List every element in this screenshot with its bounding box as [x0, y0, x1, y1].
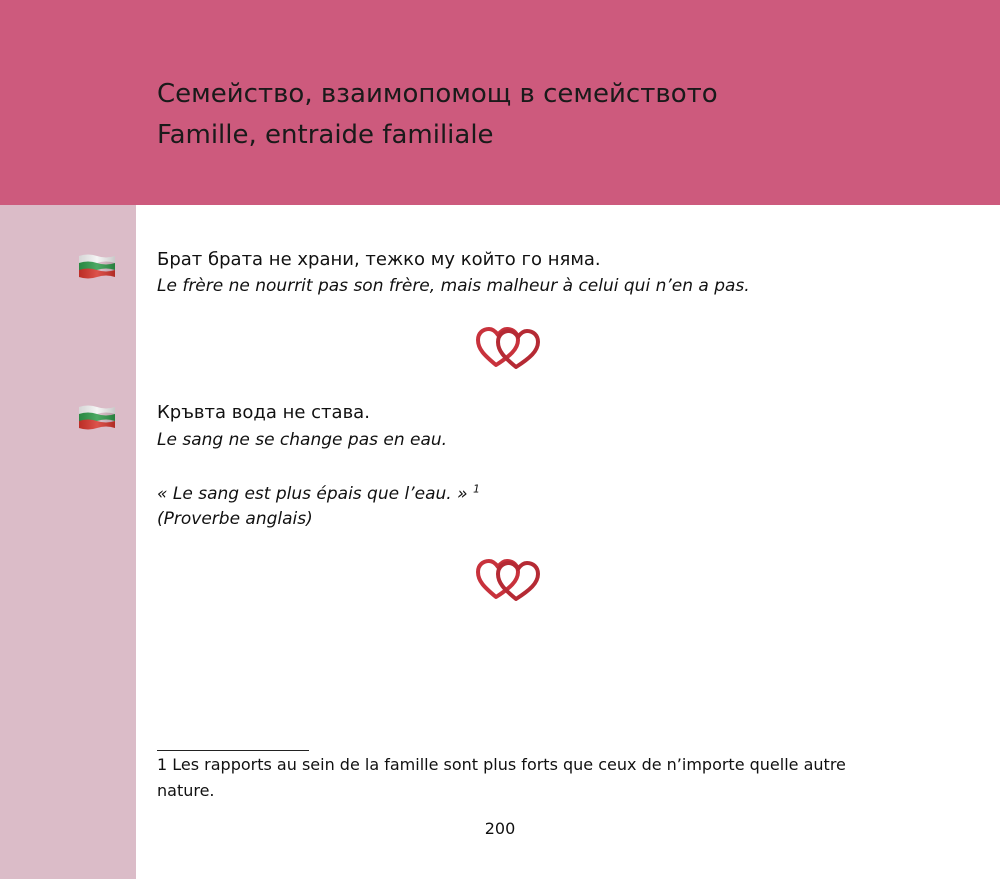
bulgaria-flag-icon: [78, 252, 116, 280]
proverb-2-source: (Proverbe anglais): [157, 509, 313, 529]
double-hearts-icon: [474, 325, 542, 369]
page-title-bulgarian: Семейство, взаимопомощ в семейството: [157, 79, 718, 109]
quote-text: « Le sang est plus épais que l’eau. »: [157, 484, 468, 504]
proverb-2-quote: [157, 482, 480, 506]
page-title-french: Famille, entraide familiale: [157, 120, 494, 150]
page-number: 200: [484, 819, 516, 838]
footnote-text: 1 Les rapports au sein de la famille sont plus forts que ceux de n’importe quelle autre nature.: [157, 755, 846, 800]
header-band: [0, 0, 1000, 205]
footnote-reference: 1: [472, 482, 480, 496]
proverb-2-french: Le sang ne se change pas en eau.: [157, 430, 448, 450]
left-sidebar: [0, 205, 136, 879]
proverb-1-french: Le frère ne nourrit pas son frère, mais malheur à celui qui n’en a pas.: [157, 276, 750, 296]
proverb-2-bulgarian: Кръвта вода не става.: [157, 402, 370, 423]
double-hearts-icon: [474, 557, 542, 601]
proverb-1-bulgarian: Брат брата не храни, тежко му който го няма.: [157, 249, 601, 270]
footnote-divider: [157, 750, 309, 751]
bulgaria-flag-icon: [78, 403, 116, 431]
